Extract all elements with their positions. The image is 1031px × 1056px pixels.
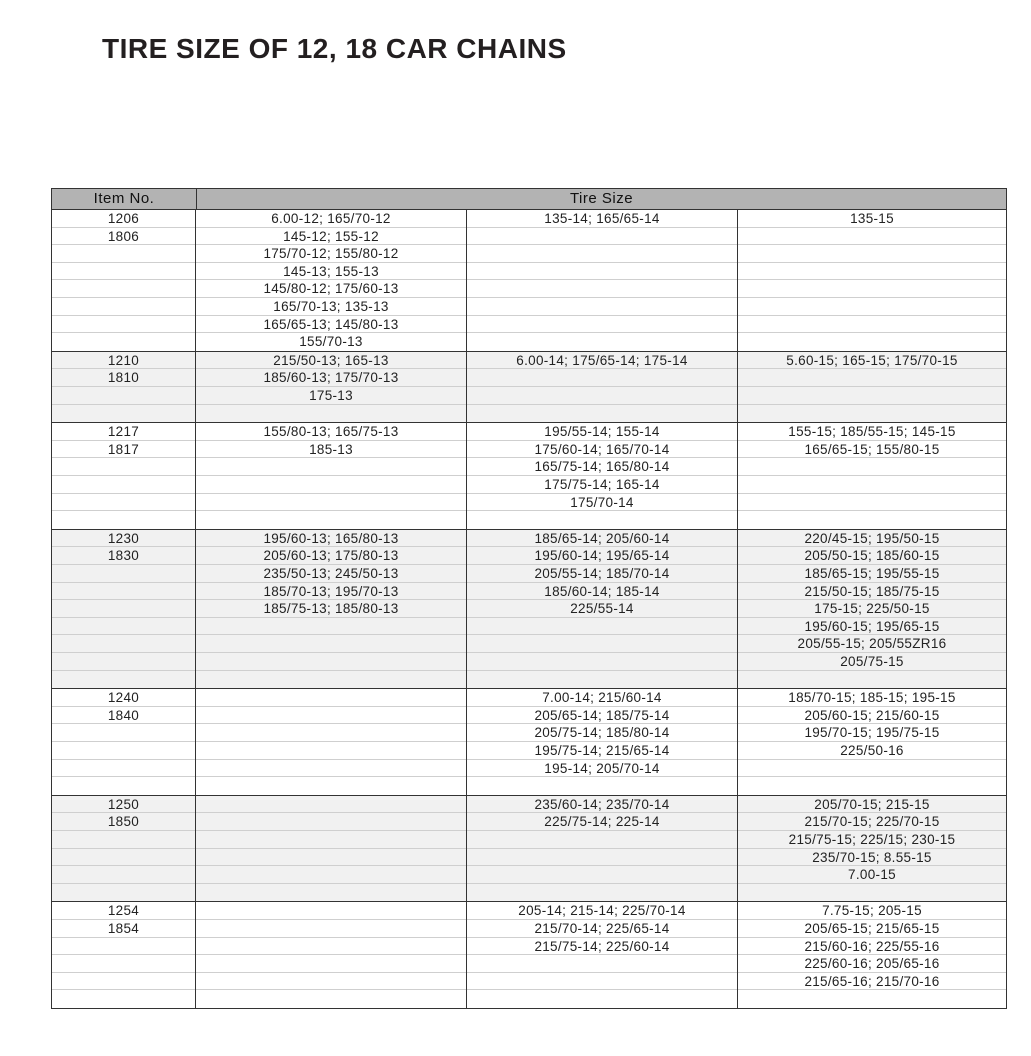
tire-size-entry: 145-12; 155-12 bbox=[283, 228, 379, 244]
tire-size-entry: 205/65-15; 215/65-15 bbox=[804, 920, 940, 936]
tire-size-col-2 bbox=[467, 796, 738, 902]
tire-size-col-1 bbox=[196, 530, 467, 688]
header-tire-size: Tire Size bbox=[569, 190, 634, 207]
tire-size-entry: 165/75-14; 165/80-14 bbox=[534, 459, 670, 475]
tire-size-entry: 205/65-14; 185/75-14 bbox=[534, 707, 670, 723]
item-number: 1840 bbox=[107, 707, 140, 723]
tire-size-entry: 6.00-14; 175/65-14; 175-14 bbox=[516, 352, 688, 368]
table-group bbox=[52, 352, 1006, 423]
tire-size-col-3 bbox=[738, 530, 1006, 688]
table-body bbox=[52, 210, 1006, 1008]
tire-size-entry: 175/60-14; 165/70-14 bbox=[534, 441, 670, 457]
item-number: 1250 bbox=[107, 796, 140, 812]
tire-size-entry: 195/60-14; 195/65-14 bbox=[534, 548, 670, 564]
tire-size-entry: 155/70-13 bbox=[299, 334, 363, 350]
tire-size-entry: 205/60-15; 215/60-15 bbox=[804, 707, 940, 723]
table-header bbox=[52, 189, 1006, 210]
table-group bbox=[52, 210, 1006, 352]
tire-size-entry: 185/60-14; 185-14 bbox=[544, 583, 660, 599]
item-number: 1230 bbox=[107, 530, 140, 546]
tire-size-col-2 bbox=[467, 352, 738, 422]
item-no-cell bbox=[52, 210, 196, 351]
tire-size-entry: 175/70-14 bbox=[570, 494, 634, 510]
tire-size-entry: 215/50-13; 165-13 bbox=[273, 352, 389, 368]
tire-size-entry: 215/70-15; 225/70-15 bbox=[804, 814, 940, 830]
tire-size-entry: 155/80-13; 165/75-13 bbox=[263, 424, 399, 440]
tire-size-entry: 225/60-16; 205/65-16 bbox=[804, 956, 940, 972]
tire-size-entry: 185/70-15; 185-15; 195-15 bbox=[788, 690, 956, 706]
tire-size-entry: 195/70-15; 195/75-15 bbox=[804, 725, 940, 741]
tire-size-col-1 bbox=[196, 796, 467, 902]
item-no-cell bbox=[52, 530, 196, 688]
tire-size-entry: 225/75-14; 225-14 bbox=[544, 814, 660, 830]
tire-size-entry: 185/65-14; 205/60-14 bbox=[534, 530, 670, 546]
table-group bbox=[52, 530, 1006, 689]
tire-size-col-1 bbox=[196, 423, 467, 529]
tire-size-entry: 235/50-13; 245/50-13 bbox=[263, 565, 399, 581]
tire-size-col-2 bbox=[467, 210, 738, 351]
tire-size-entry: 205/70-15; 215-15 bbox=[814, 796, 930, 812]
table-group bbox=[52, 689, 1006, 796]
item-no-cell bbox=[52, 796, 196, 902]
tire-size-entry: 205-14; 215-14; 225/70-14 bbox=[518, 903, 686, 919]
tire-size-entry: 195/60-13; 165/80-13 bbox=[263, 530, 399, 546]
tire-size-entry: 185-13 bbox=[309, 441, 353, 457]
tire-size-entry: 215/60-16; 225/55-16 bbox=[804, 938, 940, 954]
tire-size-entry: 185/60-13; 175/70-13 bbox=[263, 370, 399, 386]
tire-size-entry: 155-15; 185/55-15; 145-15 bbox=[788, 424, 956, 440]
tire-size-col-3 bbox=[738, 902, 1006, 1008]
tire-size-entry: 175/75-14; 165-14 bbox=[544, 476, 660, 492]
tire-size-entry: 205/55-14; 185/70-14 bbox=[534, 565, 670, 581]
item-no-cell bbox=[52, 902, 196, 1008]
table-group bbox=[52, 423, 1006, 530]
tire-size-entry: 205/60-13; 175/80-13 bbox=[263, 548, 399, 564]
tire-size-col-3 bbox=[738, 210, 1006, 351]
tire-size-entry: 135-15 bbox=[850, 211, 894, 226]
tire-size-col-3 bbox=[738, 689, 1006, 795]
item-no-cell bbox=[52, 689, 196, 795]
tire-size-col-2 bbox=[467, 423, 738, 529]
item-number: 1217 bbox=[107, 424, 140, 440]
item-number: 1817 bbox=[107, 441, 140, 457]
tire-size-entry: 175/70-12; 155/80-12 bbox=[263, 246, 399, 262]
tire-size-entry: 235/60-14; 235/70-14 bbox=[534, 796, 670, 812]
tire-size-entry: 205/75-14; 185/80-14 bbox=[534, 725, 670, 741]
tire-size-table bbox=[51, 188, 1007, 1009]
tire-size-col-2 bbox=[467, 530, 738, 688]
tire-size-entry: 185/75-13; 185/80-13 bbox=[263, 601, 399, 617]
item-number: 1850 bbox=[107, 814, 140, 830]
tire-size-col-2 bbox=[467, 902, 738, 1008]
item-number: 1240 bbox=[107, 690, 140, 706]
tire-size-col-1 bbox=[196, 210, 467, 351]
item-number: 1830 bbox=[107, 548, 140, 564]
tire-size-entry: 225/55-14 bbox=[570, 601, 634, 617]
tire-size-entry: 165/65-13; 145/80-13 bbox=[263, 316, 399, 332]
page-title: TIRE SIZE OF 12, 18 CAR CHAINS bbox=[102, 33, 567, 64]
tire-size-col-2 bbox=[467, 689, 738, 795]
tire-size-entry: 135-14; 165/65-14 bbox=[544, 211, 660, 226]
tire-size-entry: 185/65-15; 195/55-15 bbox=[804, 565, 940, 581]
tire-size-entry: 165/65-15; 155/80-15 bbox=[804, 441, 940, 457]
tire-size-col-3 bbox=[738, 796, 1006, 902]
tire-size-entry: 205/55-15; 205/55ZR16 bbox=[797, 636, 947, 652]
tire-size-entry: 220/45-15; 195/50-15 bbox=[804, 530, 940, 546]
tire-size-col-1 bbox=[196, 352, 467, 422]
tire-size-entry: 225/50-16 bbox=[840, 742, 904, 758]
tire-size-col-3 bbox=[738, 352, 1006, 422]
tire-size-entry: 145-13; 155-13 bbox=[283, 263, 379, 279]
tire-size-col-1 bbox=[196, 689, 467, 795]
tire-size-entry: 215/75-15; 225/15; 230-15 bbox=[788, 831, 956, 847]
tire-size-entry: 195/55-14; 155-14 bbox=[544, 424, 660, 440]
item-no-cell bbox=[52, 423, 196, 529]
tire-size-entry: 215/50-15; 185/75-15 bbox=[804, 583, 940, 599]
tire-size-entry: 175-13 bbox=[309, 387, 353, 403]
tire-size-entry: 195-14; 205/70-14 bbox=[544, 760, 660, 776]
tire-size-entry: 215/75-14; 225/60-14 bbox=[534, 938, 670, 954]
tire-size-entry: 145/80-12; 175/60-13 bbox=[263, 281, 399, 297]
item-no-cell bbox=[52, 352, 196, 422]
tire-size-entry: 165/70-13; 135-13 bbox=[273, 298, 389, 314]
item-number: 1210 bbox=[107, 352, 140, 368]
item-number: 1254 bbox=[107, 903, 140, 919]
tire-size-entry: 195/60-15; 195/65-15 bbox=[804, 618, 940, 634]
tire-size-col-1 bbox=[196, 902, 467, 1008]
item-number: 1206 bbox=[107, 211, 140, 226]
tire-size-entry: 175-15; 225/50-15 bbox=[814, 601, 930, 617]
tire-size-entry: 5.60-15; 165-15; 175/70-15 bbox=[786, 352, 958, 368]
tire-size-entry: 205/75-15 bbox=[840, 653, 904, 669]
tire-size-entry: 7.75-15; 205-15 bbox=[822, 903, 922, 919]
header-item-no: Item No. bbox=[52, 189, 197, 209]
tire-size-entry: 215/70-14; 225/65-14 bbox=[534, 920, 670, 936]
tire-size-entry: 6.00-12; 165/70-12 bbox=[271, 211, 391, 226]
table-group bbox=[52, 902, 1006, 1008]
tire-size-entry: 205/50-15; 185/60-15 bbox=[804, 548, 940, 564]
item-number: 1854 bbox=[107, 920, 140, 936]
item-number: 1810 bbox=[107, 370, 140, 386]
tire-size-entry: 195/75-14; 215/65-14 bbox=[534, 742, 670, 758]
tire-size-entry: 215/65-16; 215/70-16 bbox=[804, 973, 940, 989]
item-number: 1806 bbox=[107, 228, 140, 244]
tire-size-entry: 7.00-14; 215/60-14 bbox=[542, 690, 662, 706]
tire-size-col-3 bbox=[738, 423, 1006, 529]
tire-size-entry: 235/70-15; 8.55-15 bbox=[812, 849, 932, 865]
tire-size-entry: 7.00-15 bbox=[848, 867, 896, 883]
tire-size-entry: 185/70-13; 195/70-13 bbox=[263, 583, 399, 599]
table-group bbox=[52, 796, 1006, 903]
